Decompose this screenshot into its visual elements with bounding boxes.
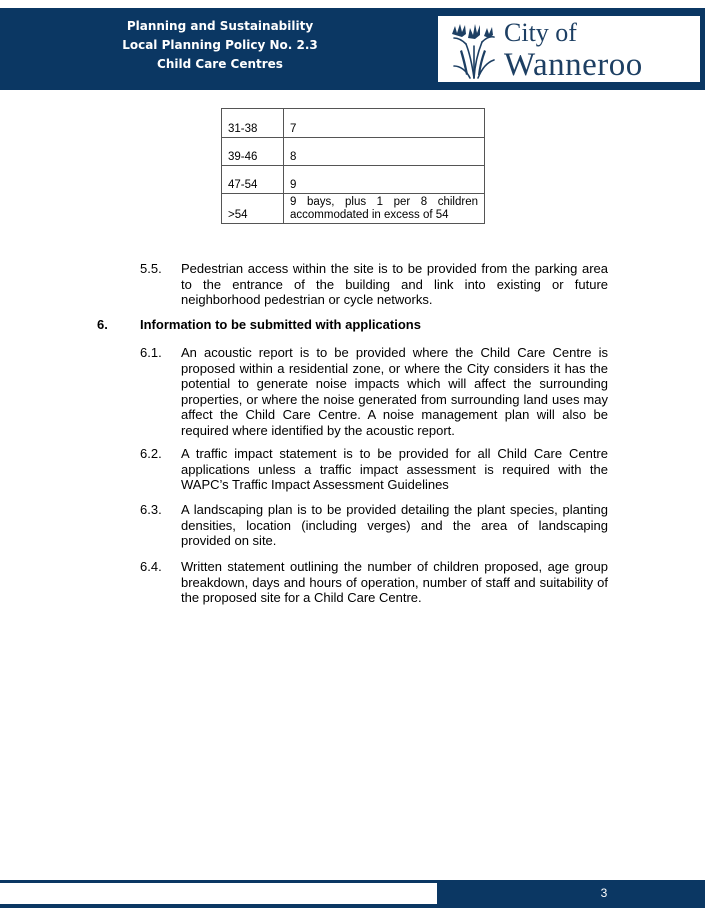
section-title: Information to be submitted with applications <box>140 317 421 332</box>
table-cell-range: 39-46 <box>222 138 284 166</box>
clause-number: 6.3. <box>140 502 162 517</box>
parking-table <box>221 108 485 224</box>
header-department: Planning and Sustainability <box>126 19 314 33</box>
kangaroo-paw-icon <box>448 20 498 80</box>
clause-text: Pedestrian access within the site is to be provided from the parking area to the entrance of the building and link into existing or future neighborhood pedestrian or cycle networks. <box>181 261 608 307</box>
clause-number: 6.1. <box>140 345 162 360</box>
city-logo <box>438 16 700 82</box>
table-cell-range: >54 <box>222 194 284 224</box>
logo-wordmark <box>504 18 643 82</box>
clause-text: A traffic impact statement is to be provided for all Child Care Centre applications unless a traffic impact assessment is required with the WAPC’s Traffic Impact Assessment Guidelines <box>181 446 608 492</box>
header-title <box>0 17 440 74</box>
table-row <box>222 194 485 224</box>
page-number: 3 <box>600 886 608 900</box>
clause-text: An acoustic report is to be provided where the Child Care Centre is proposed within a residential zone, or where the City considers it has the potential to generate noise impacts which will affect the surrounding properties, or where the noise generated from surrounding land uses may affect the Child Care Centre. A noise management plan will also be required where identified by the acoustic report. <box>181 345 608 438</box>
table-cell-range: 47-54 <box>222 166 284 194</box>
table-cell-bays: 8 <box>284 138 485 166</box>
clause-number: 6.2. <box>140 446 162 461</box>
logo-wanneroo: Wanneroo <box>504 47 643 83</box>
header-policy-number: Local Planning Policy No. 2.3 <box>122 38 318 52</box>
table-cell-bays: 9 bays, plus 1 per 8 children accommodated in excess of 54 <box>284 194 485 224</box>
clause-number: 5.5. <box>140 261 162 276</box>
section-number: 6. <box>97 317 108 332</box>
table-cell-range: 31-38 <box>222 109 284 138</box>
table-row <box>222 109 485 138</box>
header-policy-name: Child Care Centres <box>157 57 283 71</box>
table-row <box>222 138 485 166</box>
clause-text: Written statement outlining the number of children proposed, age group breakdown, days and hours of operation, number of staff and suitability of the proposed site for a Child Care Centre. <box>181 559 608 605</box>
footer-panel <box>0 883 437 904</box>
table-row <box>222 166 485 194</box>
clause-text: A landscaping plan is to be provided detailing the plant species, planting densities, location (including verges) and the area of landscaping provided on site. <box>181 502 608 548</box>
table-cell-bays: 7 <box>284 109 485 138</box>
logo-city-of: City of <box>504 18 577 47</box>
clause-number: 6.4. <box>140 559 162 574</box>
table-cell-bays: 9 <box>284 166 485 194</box>
